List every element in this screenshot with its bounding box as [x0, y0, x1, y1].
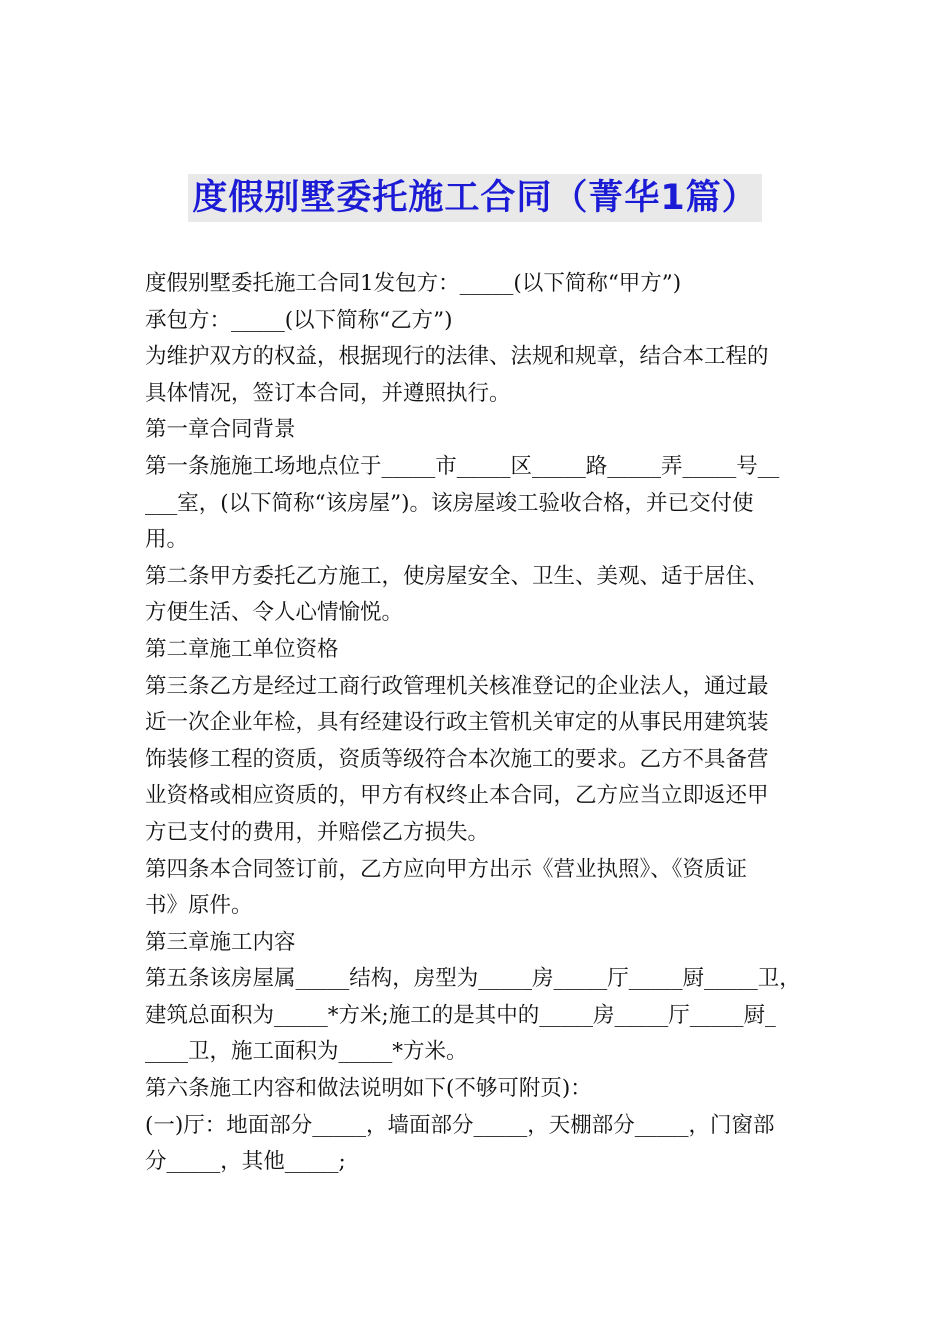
chapter-heading: 第一章合同背景	[145, 417, 296, 443]
body-line: 为维护双方的权益，根据现行的法律、法规和规章，结合本工程的	[145, 344, 769, 370]
body-line: 方便生活、令人心情愉悦。	[145, 600, 404, 626]
title-container	[0, 174, 950, 222]
body-line: 第三条乙方是经过工商行政管理机关核准登记的企业法人，通过最	[145, 673, 769, 699]
body-line: 分_____，其他_____;	[145, 1149, 346, 1175]
chapter-heading: 第二章施工单位资格	[145, 636, 339, 662]
body-line: 承包方：_____(以下简称“乙方”)	[145, 307, 453, 333]
body-line: 第四条本合同签订前，乙方应向甲方出示《营业执照》、《资质证	[145, 856, 748, 882]
body-line: 第五条该房屋属_____结构，房型为_____房_____厅_____厨_____卫，	[145, 966, 801, 992]
body-line: 书》原件。	[145, 893, 253, 919]
body-line: 用。	[145, 527, 189, 553]
body-line: 方已支付的费用，并赔偿乙方损失。	[145, 819, 490, 845]
body-line: 度假别墅委托施工合同1发包方：_____(以下简称“甲方”)	[145, 271, 682, 296]
body-line: (一)厅：地面部分_____，墙面部分_____，天棚部分_____，门窗部	[145, 1112, 775, 1138]
document-body	[145, 266, 809, 1181]
body-line: 具体情况，签订本合同，并遵照执行。	[145, 380, 511, 406]
body-line: 饰装修工程的资质，资质等级符合本次施工的要求。乙方不具备营	[145, 746, 769, 772]
body-line: 业资格或相应资质的，甲方有权终止本合同，乙方应当立即返还甲	[145, 783, 769, 809]
body-line: 建筑总面积为_____*方米;施工的是其中的_____房_____厅_____厨_	[145, 1002, 776, 1028]
body-line: 近一次企业年检，具有经建设行政主管机关审定的从事民用建筑装	[145, 710, 769, 736]
body-line: 第一条施施工场地点位于_____市_____区_____路_____弄_____号__	[145, 453, 780, 479]
body-line: ___室，(以下简称“该房屋”)。该房屋竣工验收合格，并已交付使	[145, 490, 754, 516]
chapter-heading: 第三章施工内容	[145, 929, 296, 955]
body-line: ____卫，施工面积为_____*方米。	[145, 1039, 468, 1065]
body-line: 第二条甲方委托乙方施工，使房屋安全、卫生、美观、适于居住、	[145, 563, 769, 589]
body-line: 第六条施工内容和做法说明如下(不够可附页)：	[145, 1076, 592, 1102]
document-title: 度假别墅委托施工合同（菁华1篇）	[188, 174, 761, 222]
